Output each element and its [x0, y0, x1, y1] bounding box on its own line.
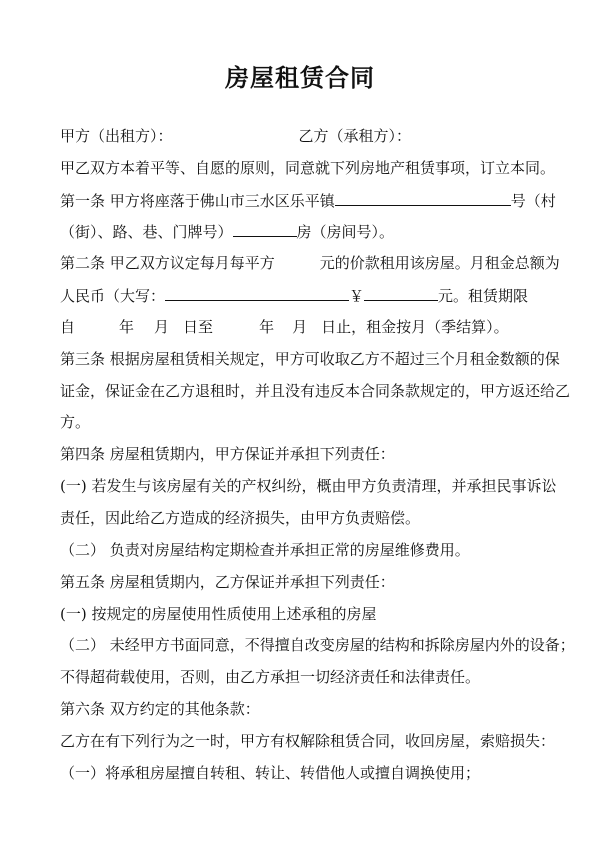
article-4-item-1-line-1: (一) 若发生与该房屋有关的产权纠纷，概由甲方负责清理，并承担民事诉讼	[60, 477, 557, 495]
article-1-text-d: 房（房间号）。	[296, 223, 395, 241]
article-3-line-3: 方。	[60, 413, 91, 431]
article-3-line-1: 第三条 根据房屋租赁相关规定，甲方可收取乙方不超过三个月租金数额的保	[60, 350, 560, 368]
address-blank	[335, 191, 511, 206]
article-2-line-3	[60, 318, 509, 336]
article-1-text-b: 号（村	[510, 192, 556, 210]
article-4-item-1-line-2: 责任，因此给乙方造成的经济损失，由甲方负责赔偿。	[60, 509, 421, 527]
from-label: 自	[60, 318, 76, 336]
room-number-blank	[233, 222, 297, 237]
end-year-label: 年	[259, 318, 275, 336]
start-day-label: 日至	[183, 318, 214, 336]
article-1-text-c: （街）、路、巷、门牌号）	[60, 223, 233, 241]
article-1-line-2	[60, 222, 394, 241]
lessee-label: 乙方（承租方）：	[298, 127, 412, 145]
article-5-item-2-line-1: （二） 未经甲方书面同意，不得擅自改变房屋的结构和拆除房屋内外的设备；	[60, 636, 575, 654]
article-3-line-2: 证金，保证金在乙方退租时，并且没有违反本合同条款规定的，甲方返还给乙	[60, 382, 571, 400]
end-month-label: 月	[292, 318, 308, 336]
document-title: 房屋租赁合同	[225, 63, 375, 92]
article-5-heading: 第五条 房屋租赁期内，乙方保证并承担下列责任：	[60, 573, 395, 591]
start-year-label: 年	[119, 318, 135, 336]
yuan-symbol: ￥	[349, 287, 365, 305]
article-2-text-b: 元的价款租用该房屋。月租金总额为	[319, 254, 560, 272]
article-5-item-2-line-2: 不得超荷载使用，否则，由乙方承担一切经济责任和法律责任。	[60, 668, 481, 686]
amount-in-words-blank	[165, 286, 349, 301]
parties-line	[60, 127, 411, 145]
intro-paragraph: 甲乙双方本着平等、自愿的原则，同意就下列房地产租赁事项，订立本同。	[60, 159, 556, 177]
article-6-heading: 第六条 双方约定的其他条款：	[60, 700, 260, 718]
article-2-text-e: 元。租赁期限	[438, 287, 529, 305]
article-4-item-2: （二） 负责对房屋结构定期检查并承担正常的房屋维修费用。	[60, 541, 470, 559]
amount-numeric-blank	[364, 286, 438, 301]
article-2-line-1	[60, 254, 560, 272]
article-6-intro: 乙方在有下列行为之一时，甲方有权解除租赁合同，收回房屋，索赔损失：	[60, 732, 556, 750]
article-5-item-1: (一) 按规定的房屋使用性质使用上述承租的房屋	[60, 605, 377, 623]
article-2-text-c: 人民币（大写：	[60, 287, 166, 305]
article-6-item-1: （一）将承租房屋擅自转租、转让、转借他人或擅自调换使用；	[60, 764, 481, 782]
article-2-line-2	[60, 286, 528, 305]
lessor-label: 甲方（出租方）：	[60, 127, 173, 145]
article-1-line-1	[60, 191, 556, 210]
article-1-text-a: 第一条 甲方将座落于佛山市三水区乐平镇	[60, 192, 335, 210]
article-2-text-a: 第二条 甲乙双方议定每月每平方	[60, 254, 275, 272]
start-month-label: 月	[154, 318, 170, 336]
article-4-heading: 第四条 房屋租赁期内，甲方保证并承担下列责任：	[60, 445, 395, 463]
end-day-label: 日止，租金按月（季结算）。	[321, 318, 509, 336]
